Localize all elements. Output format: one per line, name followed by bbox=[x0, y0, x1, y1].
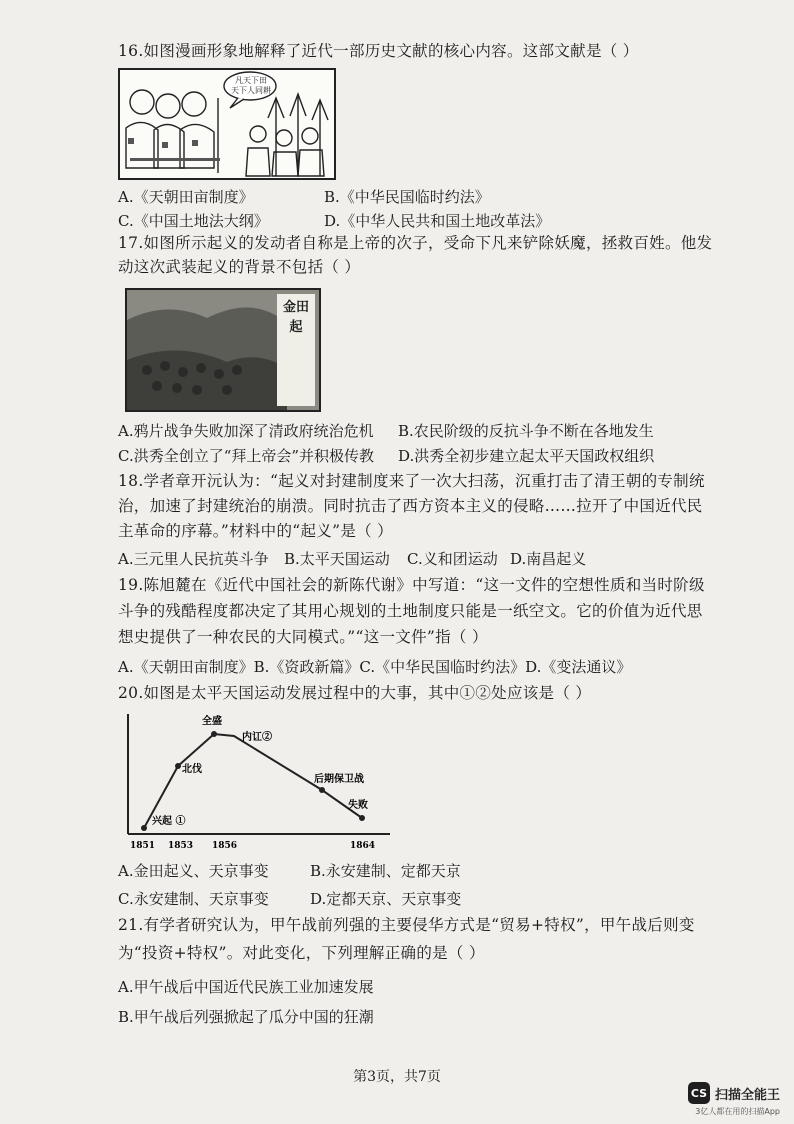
q16-option-c[interactable]: C.《中国土地法大纲》 bbox=[118, 212, 269, 230]
q16-bubble-line1: 凡天下田 bbox=[235, 76, 267, 85]
q16-cartoon bbox=[118, 68, 336, 180]
q20-point-peak bbox=[211, 731, 217, 737]
q20-label-peak: 全盛 bbox=[202, 716, 222, 727]
scanner-watermark bbox=[688, 1082, 780, 1104]
q19-stem-line3: 想史提供了一种农民的大同模式。”“这一文件”指（ ） bbox=[118, 628, 488, 646]
scanner-name: 扫描全能王 bbox=[714, 1087, 780, 1103]
q20-tick-1851: 1851 bbox=[130, 841, 156, 851]
q20-label-peak-num: 内讧② bbox=[242, 732, 272, 743]
q21-option-a[interactable]: A.甲午战后中国近代民族工业加速发展 bbox=[118, 978, 374, 996]
cs-logo-icon: CS bbox=[688, 1082, 710, 1104]
q21-option-b[interactable]: B.甲午战后列强掀起了瓜分中国的狂潮 bbox=[118, 1008, 374, 1026]
q19-stem-line2: 斗争的残酷程度都决定了其用心规划的土地制度只能是一纸空文。它的价值为近代思 bbox=[118, 602, 703, 620]
q18-option-b[interactable]: B.太平天国运动 bbox=[284, 550, 390, 568]
q16-bubble-line2: 天下人同耕 bbox=[231, 86, 271, 95]
q16-option-d[interactable]: D.《中华人民共和国土地改革法》 bbox=[324, 212, 551, 230]
q20-tick-1853: 1853 bbox=[168, 841, 194, 851]
q16-cartoon-drawing bbox=[118, 68, 336, 180]
page-number: 第3页，共7页 bbox=[353, 1069, 441, 1085]
q20-tick-1856: 1856 bbox=[212, 841, 238, 851]
q20-point-start bbox=[141, 825, 147, 831]
q19-stem-line1: 19.陈旭麓在《近代中国社会的新陈代谢》中写道：“这一文件的空想性质和当时阶级 bbox=[118, 576, 705, 594]
q20-label-north: 北伐 bbox=[182, 764, 202, 775]
q20-option-a[interactable]: A.金田起义、天京事变 bbox=[118, 862, 269, 880]
q20-label-start: 兴起 ① bbox=[152, 816, 186, 827]
q17-option-c[interactable]: C.洪秀全创立了“拜上帝会”并积极传教 bbox=[118, 447, 375, 465]
q17-option-b[interactable]: B.农民阶级的反抗斗争不断在各地发生 bbox=[398, 422, 654, 440]
scanner-tagline: 3亿人都在用的扫描App bbox=[695, 1107, 780, 1116]
q19-options[interactable]: A.《天朝田亩制度》B.《资政新篇》C.《中华民国临时约法》D.《变法通议》 bbox=[118, 658, 632, 676]
q21-stem-line1: 21.有学者研究认为，甲午战前列强的主要侵华方式是“贸易+特权”，甲午战后则变 bbox=[118, 916, 695, 934]
q16-stem: 16.如图漫画形象地解释了近代一部历史文献的核心内容。这部文献是（ ） bbox=[118, 42, 639, 60]
q20-chart bbox=[118, 710, 398, 852]
q21-stem-line2: 为“投资+特权”。对此变化，下列理解正确的是（ ） bbox=[118, 944, 485, 962]
q18-stem-line3: 主革命的序幕。”材料中的“起义”是（ ） bbox=[118, 522, 393, 540]
q17-photo bbox=[125, 288, 321, 412]
q20-stem: 20.如图是太平天国运动发展过程中的大事，其中①②处应该是（ ） bbox=[118, 684, 592, 702]
q20-option-b[interactable]: B.永安建制、定都天京 bbox=[310, 862, 461, 880]
q20-tick-1864: 1864 bbox=[350, 841, 376, 851]
q16-option-a[interactable]: A.《天朝田亩制度》 bbox=[118, 188, 254, 206]
q20-point-late bbox=[319, 787, 325, 793]
q20-option-c[interactable]: C.永安建制、天京事变 bbox=[118, 890, 269, 908]
q17-stem-line1: 17.如图所示起义的发动者自称是上帝的次子，受命下凡来铲除妖魔，拯救百姓。他发 bbox=[118, 234, 713, 252]
q17-option-a[interactable]: A.鸦片战争失败加深了清政府统治危机 bbox=[118, 422, 374, 440]
q18-option-c[interactable]: C.义和团运动 bbox=[407, 550, 498, 568]
q17-photo-label: 金田起 bbox=[283, 300, 310, 335]
q18-option-d[interactable]: D.南昌起义 bbox=[510, 550, 587, 568]
q17-stem-line2: 动这次武装起义的背景不包括（ ） bbox=[118, 258, 361, 276]
q18-option-a[interactable]: A.三元里人民抗英斗争 bbox=[118, 550, 269, 568]
q18-stem-line2: 治，加速了封建统治的崩溃。同时抗击了西方资本主义的侵略……拉开了中国近代民 bbox=[118, 497, 703, 515]
q20-option-d[interactable]: D.定都天京、天京事变 bbox=[310, 890, 462, 908]
q20-label-end: 失败 bbox=[348, 800, 368, 811]
q17-option-d[interactable]: D.洪秀全初步建立起太平天国政权组织 bbox=[398, 447, 655, 465]
q20-point-north bbox=[175, 763, 181, 769]
q16-option-b[interactable]: B.《中华民国临时约法》 bbox=[324, 188, 490, 206]
q20-label-late: 后期保卫战 bbox=[314, 774, 364, 785]
q18-stem-line1: 18.学者章开沅认为：“起义对封建制度来了一次大扫荡，沉重打击了清王朝的专制统 bbox=[118, 472, 705, 490]
q20-point-end bbox=[359, 815, 365, 821]
